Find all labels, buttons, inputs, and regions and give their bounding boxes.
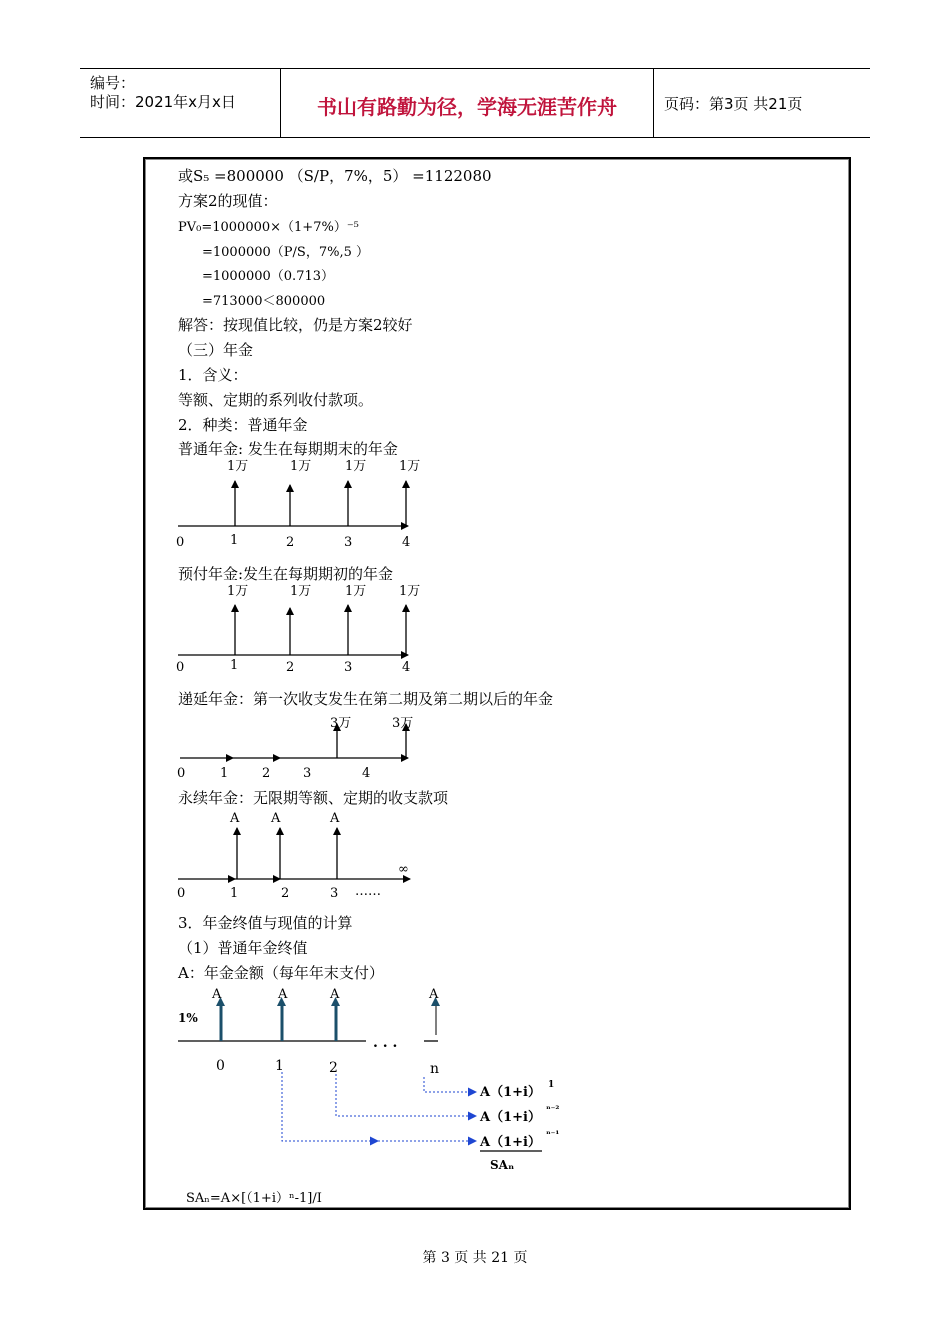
- tick-label: 0: [216, 1058, 225, 1074]
- ordinary-annuity-diagram: [170, 455, 440, 555]
- tick-label: 4: [362, 766, 371, 781]
- tick-label: 1: [230, 886, 239, 901]
- interest-rate-label: 1%: [178, 1011, 198, 1025]
- page-header: [80, 68, 870, 138]
- header-middle-cell: [281, 69, 654, 137]
- tick-label: 1: [230, 658, 239, 673]
- amount-label: A: [278, 987, 288, 1002]
- text-line: （1）普通年金终值: [178, 939, 308, 957]
- amount-label: 1万: [345, 459, 367, 474]
- continuation-dots: ……: [355, 884, 381, 899]
- amount-label: 3万: [392, 716, 414, 731]
- tick-label: 2: [329, 1060, 338, 1076]
- fv-term: A（1+i）: [480, 1085, 541, 1100]
- amount-label: A: [271, 811, 281, 826]
- text-line: 2．种类：普通年金: [178, 416, 308, 434]
- continuation-dots: . . .: [373, 1035, 398, 1051]
- amount-label: 1万: [290, 584, 312, 599]
- text-line: =1000000（0.713）: [202, 269, 335, 284]
- tick-label: 2: [286, 535, 295, 550]
- text-line: 普通年金: 发生在每期期末的年金: [178, 440, 398, 458]
- text-line: 永续年金：无限期等额、定期的收支款项: [178, 789, 449, 807]
- text-line: 递延年金：第一次收支发生在第二期及第二期以后的年金: [178, 690, 554, 708]
- deferred-annuity-diagram: [170, 710, 440, 785]
- text-line: 预付年金:发生在每期期初的年金: [178, 565, 394, 583]
- fv-term: A（1+i）: [480, 1135, 541, 1150]
- amount-label: A: [330, 811, 340, 826]
- fv-term-exponent: ⁿ⁻²: [546, 1105, 560, 1115]
- amount-label: 1万: [345, 584, 367, 599]
- page-footer: 第 3 页 共 21 页: [422, 1250, 528, 1266]
- text-line: =1000000（P/S，7%,5 ）: [202, 245, 369, 260]
- text-line: =713000＜800000: [202, 294, 326, 309]
- amount-label: 1万: [399, 584, 421, 599]
- sum-label: SAₙ: [490, 1158, 515, 1172]
- tick-label: 3: [344, 660, 353, 675]
- header-right-cell: [654, 69, 870, 137]
- tick-label: 1: [220, 766, 229, 781]
- formula-line: SAₙ=A×[（1+i）ⁿ-1]/I: [186, 1191, 322, 1206]
- compounding-arrow: [424, 1077, 476, 1092]
- amount-label: 1万: [290, 459, 312, 474]
- perpetual-annuity-diagram: [170, 808, 440, 903]
- tick-label: 3: [344, 535, 353, 550]
- header-left-cell: [80, 69, 281, 137]
- amount-label: 1万: [227, 584, 249, 599]
- amount-label: A: [330, 987, 340, 1002]
- amount-label: A: [212, 987, 222, 1002]
- amount-label: A: [429, 987, 439, 1002]
- prepaid-annuity-diagram: [170, 580, 440, 680]
- text-line: 1．含义：: [178, 366, 248, 384]
- document-date: 时间：2021年x月x日: [90, 93, 236, 111]
- fv-term-exponent: 1: [548, 1080, 555, 1090]
- text-line: A：年金金额（每年年末支付）: [178, 964, 384, 982]
- tick-label: 0: [177, 886, 186, 901]
- amount-label: 3万: [330, 716, 352, 731]
- compounding-arrow: [282, 1072, 378, 1141]
- annuity-future-value-diagram: [170, 982, 610, 1182]
- section-heading: （三）年金: [178, 341, 254, 359]
- tick-label: 1: [275, 1058, 284, 1074]
- tick-label: 3: [303, 766, 312, 781]
- text-line: PV₀=1000000×（1+7%）⁻⁵: [178, 220, 359, 235]
- tick-label: 0: [176, 535, 185, 550]
- header-page-info: 页码：第3页 共21页: [664, 95, 803, 113]
- text-line: 解答：按现值比较，仍是方案2较好: [178, 316, 413, 334]
- tick-label: 2: [286, 660, 295, 675]
- text-line: 或S₅ =800000 （S/P，7%，5） =1122080: [178, 167, 492, 185]
- text-line: 方案2的现值：: [178, 192, 278, 210]
- tick-label: 3: [330, 886, 339, 901]
- amount-label: 1万: [227, 459, 249, 474]
- tick-label: 1: [230, 533, 239, 548]
- amount-label: 1万: [399, 459, 421, 474]
- tick-label: 0: [176, 660, 185, 675]
- tick-label: 4: [402, 535, 411, 550]
- text-line: 等额、定期的系列收付款项。: [178, 391, 374, 409]
- header-motto: 书山有路勤为径，学海无涯苦作舟: [317, 95, 617, 119]
- amount-label: A: [230, 811, 240, 826]
- fv-term-exponent: ⁿ⁻¹: [546, 1130, 560, 1140]
- document-code: 编号：: [90, 74, 136, 92]
- tick-label: 0: [177, 766, 186, 781]
- tick-label: 2: [281, 886, 290, 901]
- tick-label: 4: [402, 660, 411, 675]
- tick-label: n: [430, 1061, 440, 1077]
- fv-term: A（1+i）: [480, 1110, 541, 1125]
- infinity-symbol: ∞: [398, 862, 409, 877]
- tick-label: 2: [262, 766, 271, 781]
- compounding-arrow: [336, 1074, 476, 1116]
- text-line: 3．年金终值与现值的计算: [178, 914, 353, 932]
